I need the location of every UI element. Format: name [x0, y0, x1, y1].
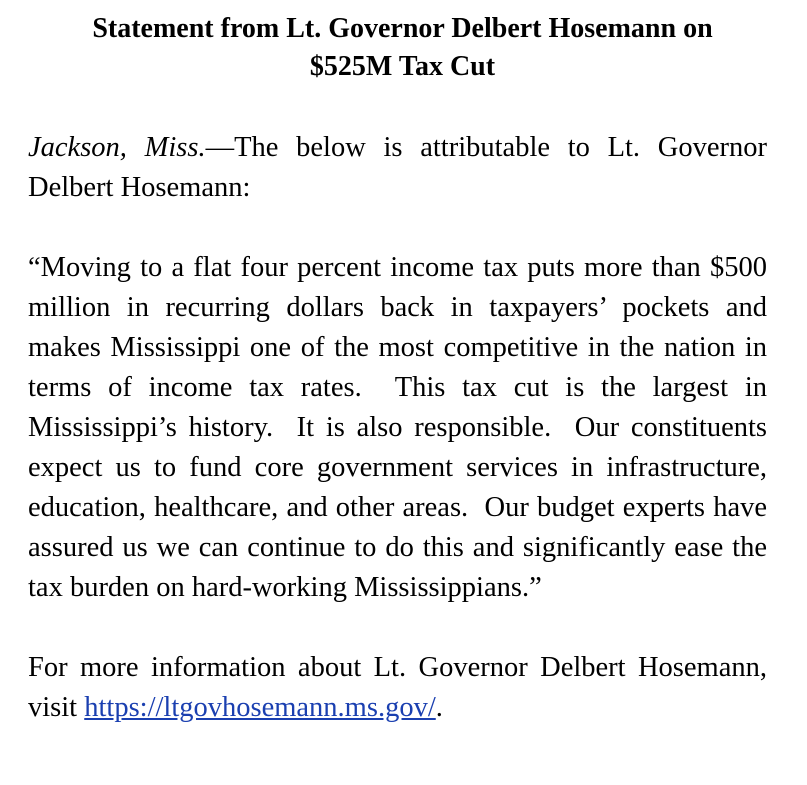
- website-link[interactable]: https://ltgovhosemann.ms.gov/: [84, 692, 436, 723]
- quote-paragraph: “Moving to a flat four percent income tax puts more than $500 million in recurring dollars back in taxpayers’ pockets and makes Mississippi one of the most competitive in the nation in terms of income tax rates. This tax cut is the largest in Mississippi’s history. It is also responsible. Our constituents expect us to fund core government services in infrastructure, education, healthcare, and other areas. Our budget experts have assured us we can continue to do this and significantly ease the tax burden on hard-working Mississippians.”: [28, 252, 775, 603]
- more-info-paragraph: [28, 648, 767, 728]
- more-info-period: .: [435, 692, 443, 723]
- more-info-text: For more information about Lt. Governor Delbert Hosemann, visit: [28, 652, 767, 723]
- intro-paragraph: [28, 128, 767, 208]
- dateline: Jackson, Miss.: [28, 132, 206, 163]
- page-title: Statement from Lt. Governor Delbert Hosemann on $525M Tax Cut: [92, 13, 713, 82]
- intro-text: —The below is attributable to Lt. Governor Delbert Hosemann:: [28, 132, 767, 203]
